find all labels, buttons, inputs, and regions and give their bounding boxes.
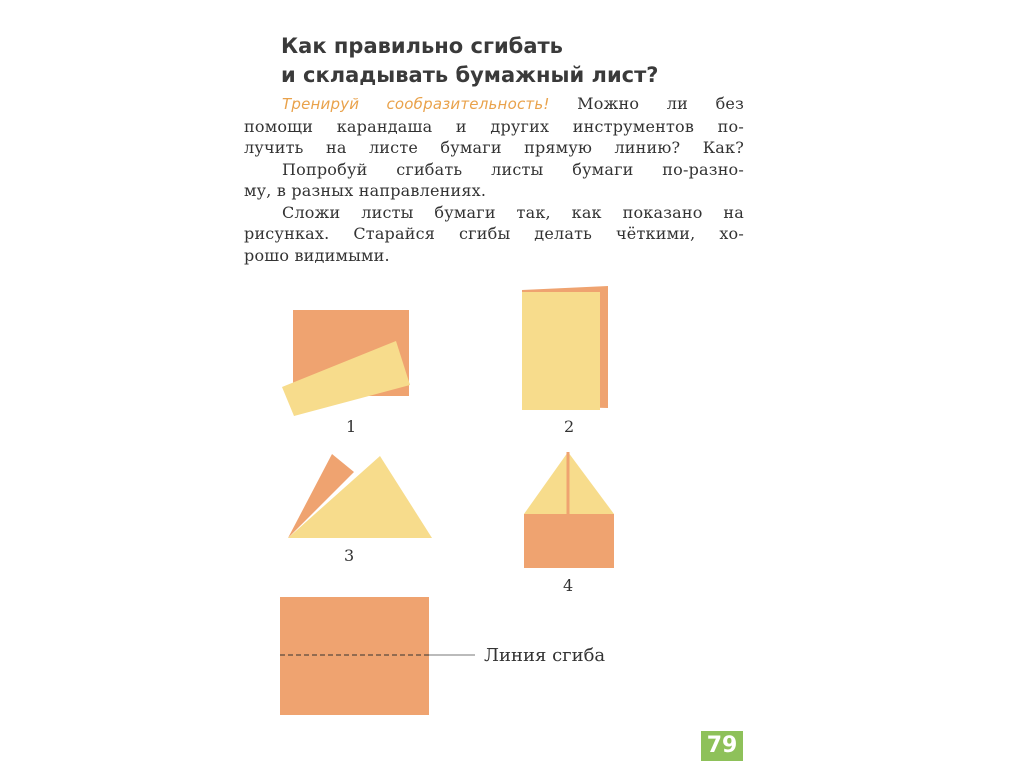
p2-line-1: Попробуй сгибать листы бумаги по-разно- [282, 159, 744, 179]
p1-line-3: лучить на листе бумаги прямую линию? Как? [244, 138, 744, 157]
p3-line-1: Сложи листы бумаги так, как показано на [282, 202, 744, 222]
title-line-1: Как правильно сгибать [281, 34, 563, 58]
figure-fold-line-sheet [279, 595, 479, 717]
figure-3-label: 3 [344, 546, 355, 565]
figure-2-folded-sheet [518, 282, 614, 414]
body-text [244, 93, 744, 266]
p3-line-2: рисунках. Старайся сгибы делать чёткими, хо- [244, 224, 744, 243]
p1-line-2: помощи карандаша и других инструментов по- [244, 116, 744, 136]
p2-line-2: му, в разных направлениях. [244, 181, 487, 200]
p1-line-1: Можно ли без [549, 94, 745, 113]
paragraph-3 [244, 202, 744, 267]
paragraph-1 [244, 93, 744, 159]
p3-line-3: рошо видимыми. [244, 245, 390, 265]
title-line-2: и складывать бумажный лист? [281, 63, 659, 87]
figure-4-house-fold [522, 448, 618, 570]
lead-phrase: Тренируй сообразительность! [282, 95, 550, 113]
figure-1-label: 1 [346, 417, 357, 436]
figure-4-label: 4 [563, 576, 574, 595]
page-number-badge: 79 [701, 731, 743, 761]
figure-1-folded-square [278, 305, 418, 417]
fold-line-label: Линия сгиба [484, 645, 606, 666]
page-title [281, 32, 701, 90]
paragraph-2 [244, 159, 744, 202]
figure-3-triangle-fold [282, 452, 434, 544]
figure-2-label: 2 [564, 417, 575, 436]
